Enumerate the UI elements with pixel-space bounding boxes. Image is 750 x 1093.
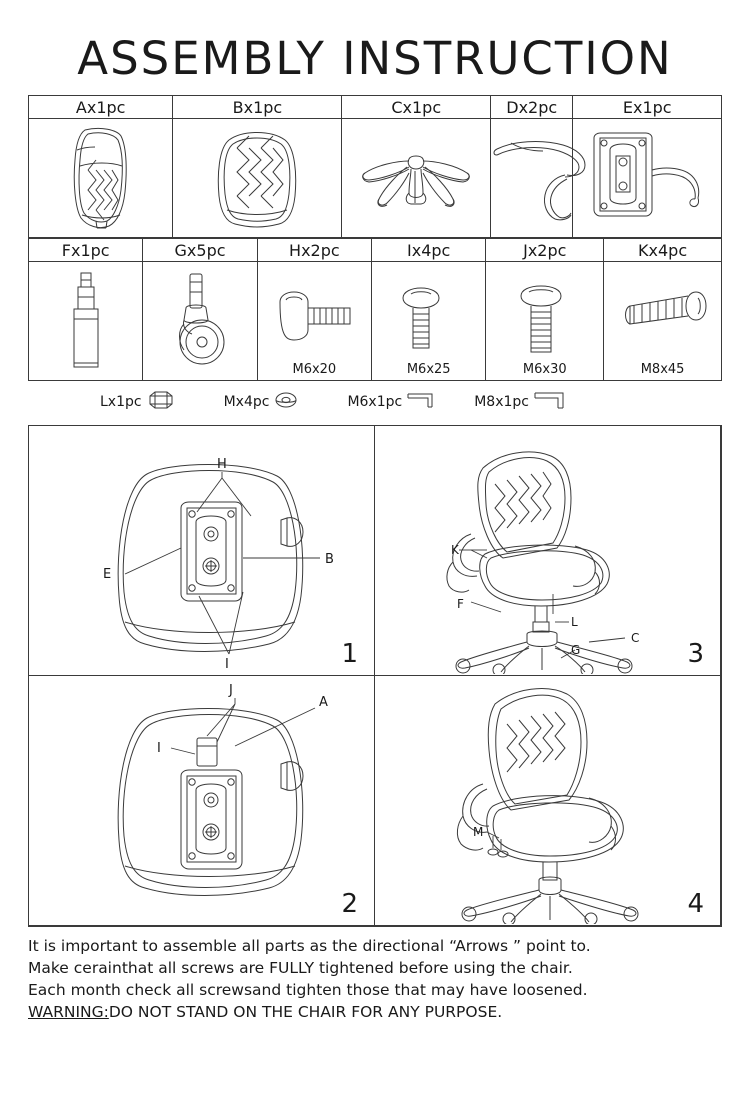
part-size-j: M6x30 — [522, 362, 567, 377]
part-image-five-star-base — [342, 119, 491, 238]
parts-table-row2 — [28, 238, 722, 381]
part-label-k: Kx4pc — [604, 239, 722, 262]
callout-h: H — [217, 457, 227, 472]
callout-i: I — [225, 657, 229, 672]
loose-part-m — [224, 389, 300, 415]
note-line-2: Make cerainthat all screws are FULLY tightened before using the chair. — [28, 959, 573, 977]
callout-k: K — [451, 543, 459, 557]
part-size-h: M6x20 — [292, 362, 337, 377]
assembly-step-3 — [374, 425, 721, 676]
footer-notes — [28, 935, 722, 1023]
assembly-step-2 — [28, 675, 375, 926]
parts-table-row1 — [28, 95, 722, 238]
part-label-d: Dx2pc — [490, 96, 573, 119]
page-title: ASSEMBLY INSTRUCTION — [77, 32, 673, 85]
assembly-step-1 — [28, 425, 375, 676]
loose-part-allen-small — [347, 390, 440, 414]
part-label-i: Ix4pc — [372, 239, 486, 262]
callout-g: G — [571, 643, 581, 657]
callout-m: M — [473, 825, 484, 839]
part-image-seat-plate-mechanism — [573, 119, 722, 238]
warning-prefix: WARNING: — [28, 1003, 109, 1021]
instruction-sheet — [0, 32, 750, 1093]
part-label-j: Jx2pc — [486, 239, 604, 262]
allen-key-small-icon — [406, 390, 440, 414]
warning-text: DO NOT STAND ON THE CHAIR FOR ANY PURPOSE. — [108, 1003, 503, 1021]
step-number-1: 1 — [341, 639, 358, 669]
loose-parts-row — [28, 389, 722, 415]
part-label-a: Ax1pc — [29, 96, 173, 119]
part-size-i: M6x25 — [406, 362, 451, 377]
part-label-c: Cx1pc — [342, 96, 491, 119]
part-label-b: Bx1pc — [173, 96, 342, 119]
callout-f: F — [457, 597, 464, 611]
part-image-bolt-long — [486, 262, 604, 381]
part-label-e: Ex1pc — [573, 96, 722, 119]
part-image-seat-cushion — [173, 119, 342, 238]
loose-part-l — [100, 389, 176, 415]
allen-key-large-icon — [533, 389, 573, 415]
part-image-armrest — [490, 119, 573, 238]
part-label-h: Hx2pc — [257, 239, 371, 262]
part-label-f: Fx1pc — [29, 239, 143, 262]
washer-icon — [273, 389, 299, 415]
part-image-backrest-cushion — [29, 119, 173, 238]
loose-part-label-allen-small: M6x1pc — [347, 394, 403, 410]
callout-c: C — [631, 631, 640, 645]
note-line-1: It is important to assemble all parts as the directional “Arrows ” point to. — [28, 937, 591, 955]
callout-a: A — [319, 695, 328, 710]
step-number-4: 4 — [687, 889, 704, 919]
callout-j: J — [229, 683, 233, 698]
loose-part-label-l: Lx1pc — [100, 394, 142, 410]
assembly-steps-grid — [28, 425, 722, 927]
assembly-step-4 — [374, 675, 721, 926]
part-label-g: Gx5pc — [143, 239, 257, 262]
cylinder-cover-nut-icon — [146, 389, 176, 415]
part-image-caster-wheel — [143, 262, 257, 381]
callout-l: L — [571, 615, 578, 629]
step-number-3: 3 — [687, 639, 704, 669]
part-image-bolt-medium — [372, 262, 486, 381]
loose-part-label-allen-large: M8x1pc — [474, 394, 529, 410]
callout-e: E — [103, 567, 112, 582]
note-line-3: Each month check all screwsand tighten those that may have loosened. — [28, 981, 588, 999]
loose-part-label-m: Mx4pc — [223, 394, 270, 410]
step-number-2: 2 — [341, 889, 358, 919]
loose-part-allen-large — [474, 389, 573, 415]
callout-i-2: I — [157, 741, 161, 756]
part-image-gas-lift-cylinder — [29, 262, 143, 381]
part-size-k: M8x45 — [640, 362, 685, 377]
part-image-bolt-short — [257, 262, 371, 381]
warning-line — [28, 1001, 722, 1023]
part-image-bolt-extra-long — [604, 262, 722, 381]
callout-b: B — [325, 552, 334, 567]
